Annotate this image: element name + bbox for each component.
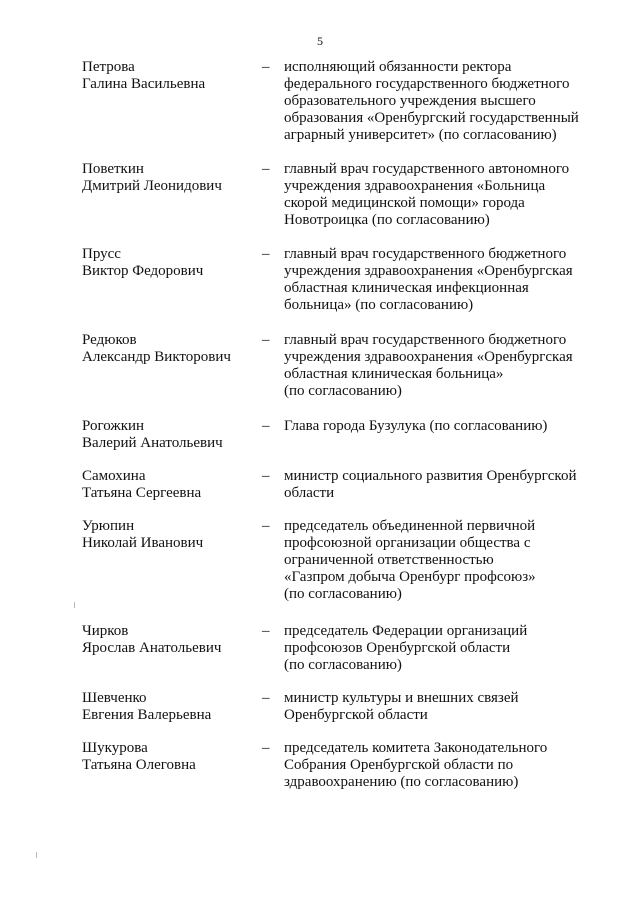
- page-number: 5: [317, 34, 323, 48]
- member-position: председатель объединенной первичной профсоюзной организации общества с ограниченной ответственностью «Газпром добыча Оренбург профсоюз» (по согласованию): [284, 518, 536, 602]
- member-position: председатель Федерации организаций профсоюзов Оренбургской области (по согласованию): [284, 623, 528, 673]
- dash-separator: –: [262, 246, 270, 262]
- scan-mark: [36, 852, 37, 858]
- member-name: Петрова Галина Васильевна: [82, 59, 206, 92]
- dash-separator: –: [262, 418, 270, 434]
- member-name: Шевченко Евгения Валерьевна: [82, 690, 212, 723]
- member-name: Редюков Александр Викторович: [82, 332, 231, 365]
- member-position: министр культуры и внешних связей Оренбургской области: [284, 690, 519, 723]
- dash-separator: –: [262, 332, 270, 348]
- member-position: главный врач государственного бюджетного учреждения здравоохранения «Оренбургская областная клиническая инфекционная больница» (по согласованию): [284, 246, 573, 313]
- member-name: Урюпин Николай Иванович: [82, 518, 204, 551]
- member-position: председатель комитета Законодательного Собрания Оренбургской области по здравоохранению (по согласованию): [284, 740, 548, 790]
- dash-separator: –: [262, 161, 270, 177]
- scan-mark: [74, 602, 75, 608]
- member-name: Прусс Виктор Федорович: [82, 246, 204, 279]
- member-name: Поветкин Дмитрий Леонидович: [82, 161, 222, 194]
- dash-separator: –: [262, 468, 270, 484]
- dash-separator: –: [262, 623, 270, 639]
- member-position: главный врач государственного автономного учреждения здравоохранения «Больница скорой медицинской помощи» города Новотроицка (по согласованию): [284, 161, 570, 228]
- dash-separator: –: [262, 518, 270, 534]
- member-position: Глава города Бузулука (по согласованию): [284, 418, 548, 434]
- member-name: Рогожкин Валерий Анатольевич: [82, 418, 223, 451]
- member-name: Шукурова Татьяна Олеговна: [82, 740, 196, 773]
- dash-separator: –: [262, 690, 270, 706]
- member-position: министр социального развития Оренбургской области: [284, 468, 577, 501]
- member-name: Чирков Ярослав Анатольевич: [82, 623, 222, 656]
- member-name: Самохина Татьяна Сергеевна: [82, 468, 202, 501]
- member-position: исполняющий обязанности ректора федерального государственного бюджетного образовательного учреждения высшего образования «Оренбургский государственный аграрный университет» (по согласованию): [284, 59, 579, 143]
- dash-separator: –: [262, 59, 270, 75]
- dash-separator: –: [262, 740, 270, 756]
- member-position: главный врач государственного бюджетного учреждения здравоохранения «Оренбургская областная клиническая больница» (по согласованию): [284, 332, 573, 399]
